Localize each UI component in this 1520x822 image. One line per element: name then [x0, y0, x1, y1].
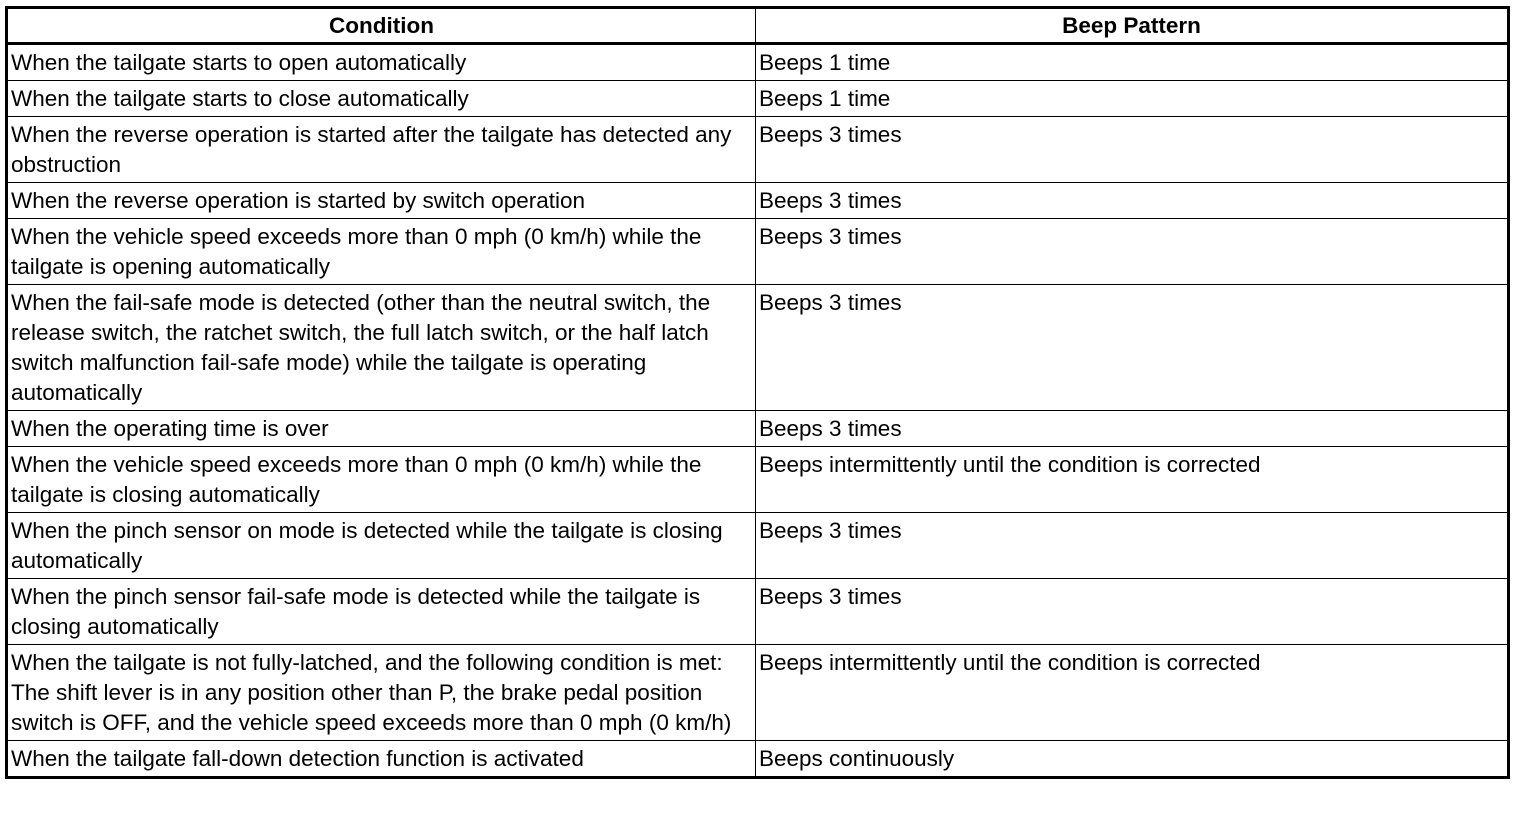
condition-cell: When the pinch sensor fail-safe mode is detected while the tailgate is closing automatically: [7, 579, 756, 645]
condition-cell: When the tailgate starts to close automatically: [7, 81, 756, 117]
condition-cell: When the pinch sensor on mode is detected while the tailgate is closing automatically: [7, 513, 756, 579]
beep-pattern-table: [5, 6, 1510, 779]
column-header-condition: Condition: [7, 8, 756, 44]
table-header-row: [7, 8, 1509, 44]
table-row: [7, 741, 1509, 778]
beep-pattern-cell: Beeps intermittently until the condition is corrected: [756, 645, 1509, 741]
condition-cell: When the tailgate is not fully-latched, and the following condition is met: The shift lever is in any position other than P, the brake pedal position switch is OFF, and the vehicle speed exceeds more than 0 mph (0 km/h): [7, 645, 756, 741]
condition-cell: When the fail-safe mode is detected (other than the neutral switch, the release switch, the ratchet switch, the full latch switch, or the half latch switch malfunction fail-safe mode) while the tailgate is operating automatically: [7, 285, 756, 411]
beep-pattern-cell: Beeps intermittently until the condition is corrected: [756, 447, 1509, 513]
table-row: [7, 183, 1509, 219]
table-row: [7, 44, 1509, 81]
beep-pattern-cell: Beeps 3 times: [756, 513, 1509, 579]
condition-cell: When the reverse operation is started after the tailgate has detected any obstruction: [7, 117, 756, 183]
condition-cell: When the vehicle speed exceeds more than 0 mph (0 km/h) while the tailgate is opening automatically: [7, 219, 756, 285]
table-row: [7, 81, 1509, 117]
beep-pattern-cell: Beeps 3 times: [756, 285, 1509, 411]
beep-pattern-cell: Beeps 3 times: [756, 579, 1509, 645]
condition-cell: When the operating time is over: [7, 411, 756, 447]
table-row: [7, 285, 1509, 411]
beep-pattern-cell: Beeps 1 time: [756, 81, 1509, 117]
beep-pattern-cell: Beeps 3 times: [756, 411, 1509, 447]
condition-cell: When the vehicle speed exceeds more than 0 mph (0 km/h) while the tailgate is closing automatically: [7, 447, 756, 513]
condition-cell: When the tailgate starts to open automatically: [7, 44, 756, 81]
condition-cell: When the tailgate fall-down detection function is activated: [7, 741, 756, 778]
beep-pattern-cell: Beeps 3 times: [756, 183, 1509, 219]
table-row: [7, 579, 1509, 645]
table-row: [7, 117, 1509, 183]
table-row: [7, 411, 1509, 447]
table-row: [7, 447, 1509, 513]
column-header-beep-pattern: Beep Pattern: [756, 8, 1509, 44]
condition-cell: When the reverse operation is started by switch operation: [7, 183, 756, 219]
table-row: [7, 219, 1509, 285]
table-row: [7, 513, 1509, 579]
beep-pattern-cell: Beeps 3 times: [756, 219, 1509, 285]
beep-pattern-cell: Beeps continuously: [756, 741, 1509, 778]
beep-pattern-cell: Beeps 1 time: [756, 44, 1509, 81]
beep-pattern-cell: Beeps 3 times: [756, 117, 1509, 183]
table-row: [7, 645, 1509, 741]
